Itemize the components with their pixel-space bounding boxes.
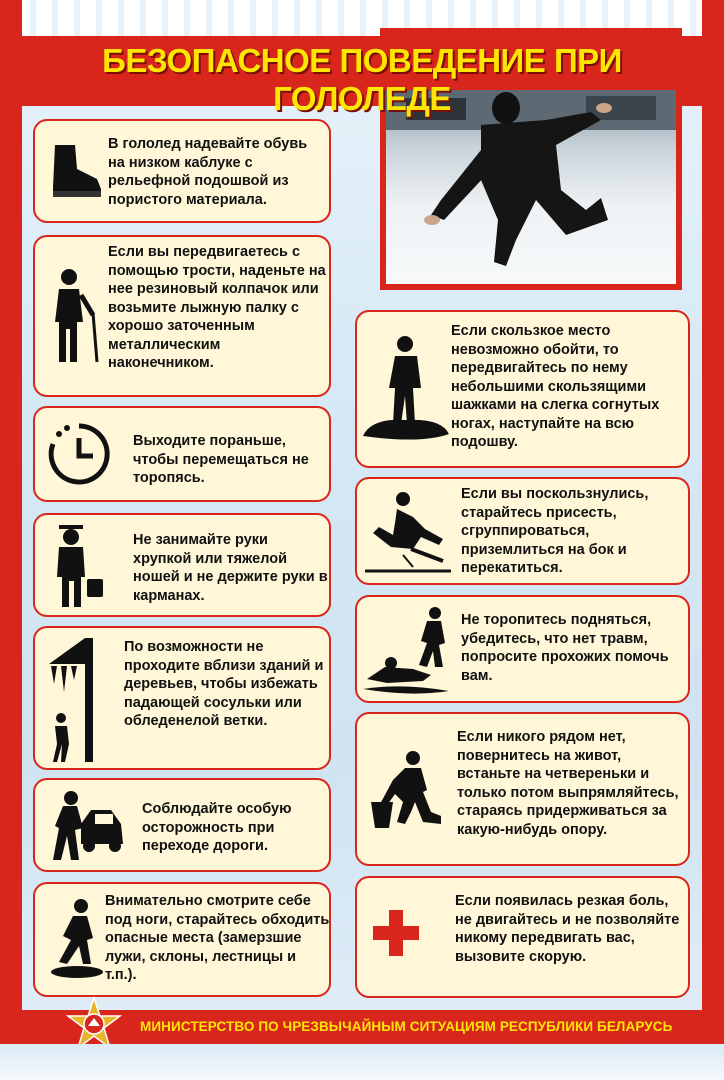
- red-cross-icon: [373, 910, 419, 956]
- bottom-ice: [0, 1044, 724, 1080]
- tip-text: Если вы поскользнулись, старайтесь присесть, сгруппироваться, приземлиться на бок и перекатиться.: [461, 486, 649, 576]
- tip-text: В гололед надевайте обувь на низком каблуке с рельефной подошвой из пористого материала.: [108, 136, 308, 208]
- pedestrian-car-icon: [47, 790, 127, 864]
- sliding-steps-icon: [361, 334, 451, 444]
- tip-card-slipped: [355, 477, 690, 585]
- icicle-building-icon: [47, 636, 107, 764]
- tip-card-hands: [33, 513, 331, 617]
- right-frame: [702, 0, 724, 1080]
- clock-icon: [47, 422, 111, 486]
- tip-text: Выходите пораньше, чтобы перемещаться не торопясь.: [133, 433, 309, 486]
- person-with-bag-icon: [49, 523, 107, 609]
- tip-card-slide-steps: [355, 310, 690, 468]
- tip-card-dont-rush: [355, 595, 690, 703]
- walking-on-ice-icon: [47, 898, 109, 984]
- tip-card-icicles: [33, 626, 331, 770]
- tip-card-watch-step: [33, 882, 331, 997]
- person-with-cane-icon: [47, 267, 107, 367]
- tip-text: Внимательно смотрите себе под ноги, старайтесь обходить опасные места (замерзшие лужи, склоны, лестницы и т.п.).: [105, 893, 330, 983]
- tip-card-time: [33, 406, 331, 502]
- tip-card-call-ambulance: [355, 876, 690, 998]
- tip-text: Если вы передвигаетесь с помощью трости, наденьте на нее резиновый колпачок или возьмите лыжную палку с хорошо заточенным металлическим наконечником.: [108, 244, 326, 371]
- page-title: БЕЗОПАСНОЕ ПОВЕДЕНИЕ ПРИ ГОЛОЛЕДЕ: [102, 42, 622, 117]
- tip-text: Соблюдайте особую осторожность при переходе дороги.: [142, 801, 292, 854]
- tip-card-road: [33, 778, 331, 872]
- fallen-person-icon: [361, 605, 457, 697]
- tip-text: Не занимайте руки хрупкой или тяжелой ношей и не держите руки в карманах.: [133, 532, 328, 604]
- tip-card-footwear: [33, 119, 331, 223]
- slipping-person-icon: [363, 489, 455, 575]
- tip-text: Если появилась резкая боль, не двигайтесь и не позволяйте никому передвигать вас, вызовите скорую.: [455, 893, 680, 965]
- tip-text: По возможности не проходите вблизи зданий и деревьев, чтобы избежать падающей сосульки или обледенелой ветки.: [124, 639, 324, 729]
- boot-icon: [45, 141, 107, 203]
- tip-card-cane: [33, 235, 331, 397]
- tip-text: Не торопитесь подняться, убедитесь, что нет травм, попросите прохожих помочь вам.: [461, 612, 669, 684]
- tip-card-get-up: [355, 712, 690, 866]
- falling-man-icon: [386, 90, 676, 284]
- footer-ministry-name: МИНИСТЕРСТВО ПО ЧРЕЗВЫЧАЙНЫМ СИТУАЦИЯМ РЕСПУБЛИКИ БЕЛАРУСЬ: [140, 1019, 673, 1034]
- left-frame: [0, 0, 22, 1080]
- getting-up-icon: [365, 750, 455, 832]
- tip-text: Если никого рядом нет, повернитесь на живот, встаньте на четвереньки и только потом выпрямляйтесь, стараясь придерживаться за какую-нибудь опору.: [457, 729, 679, 838]
- tip-text: Если скользкое место невозможно обойти, то передвигайтесь по нему небольшими скользящими шажками на слегка согнутых ногах, наступайте на всю подошву.: [451, 323, 660, 450]
